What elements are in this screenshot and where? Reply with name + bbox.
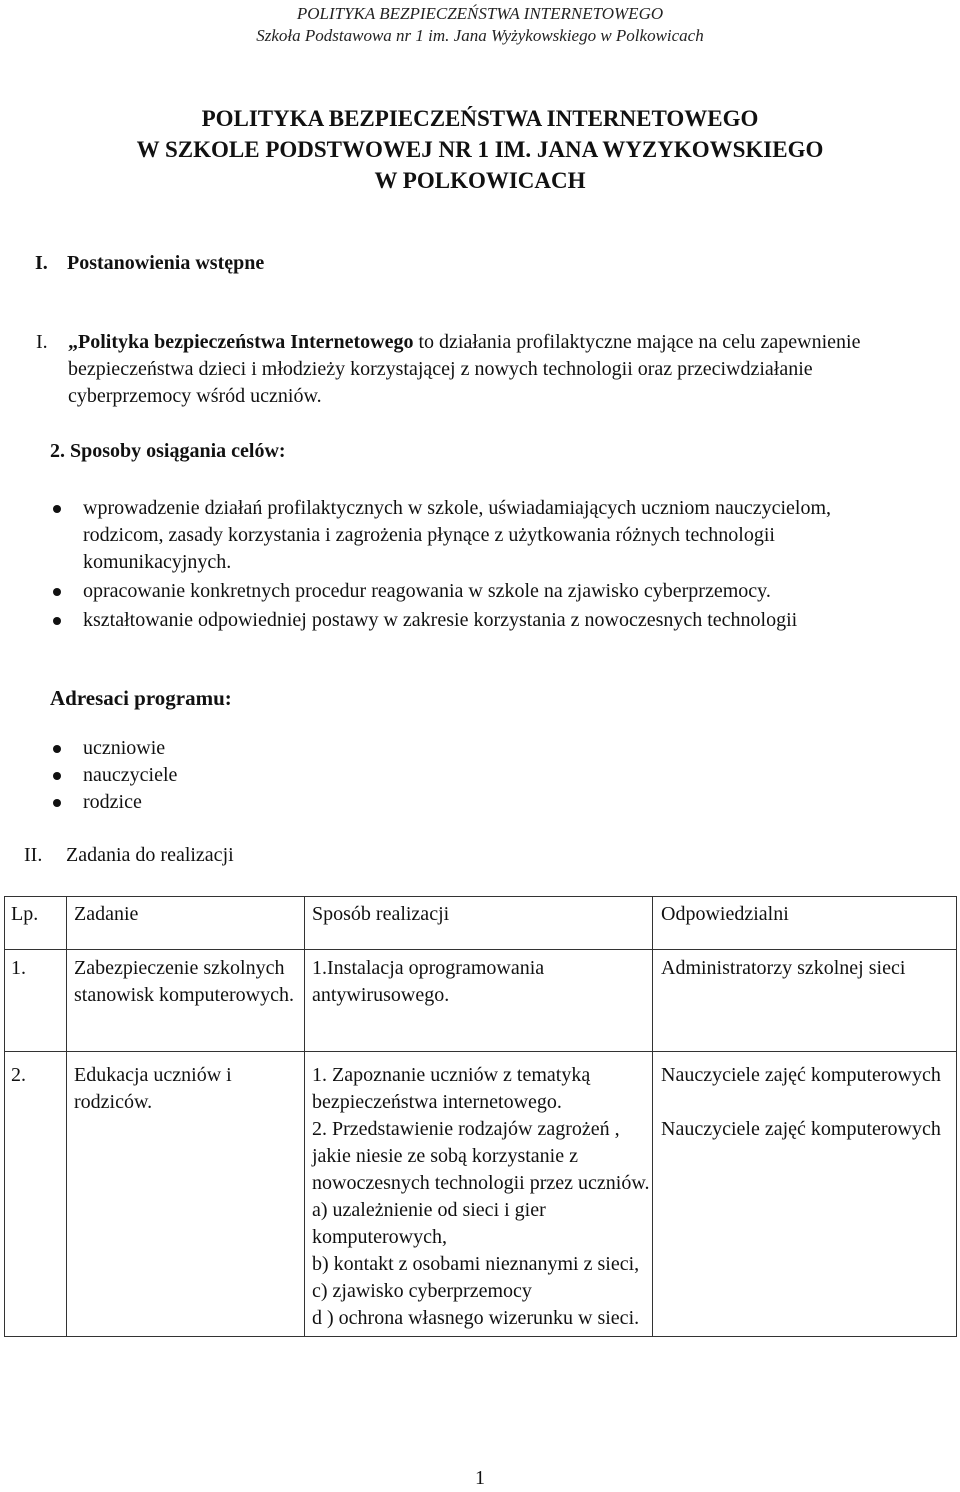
- intro-paragraph: [36, 329, 916, 410]
- title-line-2: W SZKOLE PODSTWOWEJ NR 1 IM. JANA WYZYKOWSKIEGO: [136, 137, 824, 162]
- method-line: d ) ochrona własnego wizerunku w sieci.: [312, 1307, 640, 1329]
- list-item: kształtowanie odpowiedniej postawy w zakresie korzystania z nowoczesnych technologii: [50, 607, 890, 634]
- addressees-list: [50, 735, 450, 816]
- table-row: [5, 1052, 957, 1337]
- responsible-line: Nauczyciele zajęć komputerowych: [661, 1118, 941, 1140]
- bullet-icon: [53, 799, 61, 807]
- bullet-icon: [53, 588, 61, 596]
- list-item: nauczyciele: [50, 762, 450, 789]
- section-1-label: Postanowienia wstępne: [67, 252, 265, 274]
- responsible-line: Administratorzy szkolnej sieci: [661, 957, 906, 979]
- page-number: 1: [475, 1467, 485, 1489]
- method-line: a) uzależnienie od sieci i gier komputerowych,: [312, 1199, 546, 1248]
- cell-method: [305, 1052, 653, 1337]
- running-header-title: POLITYKA BEZPIECZEŃSTWA INTERNETOWEGO: [296, 4, 664, 23]
- bullet-icon: [53, 617, 61, 625]
- addressees-heading: Adresaci programu:: [50, 686, 232, 710]
- table-header-row: [5, 897, 957, 950]
- method-line: 2. Przedstawienie rodzajów zagrożeń , jakie niesie ze sobą korzystanie z nowoczesnych technologii przez uczniów.: [312, 1118, 650, 1194]
- list-item: wprowadzenie działań profilaktycznych w szkole, uświadamiających uczniom nauczycielom, rodzicom, zasady korzystania i zagrożenia płynące z użytkowania różnych technologii komunikacyjnych.: [50, 495, 890, 576]
- list-item: uczniowie: [50, 735, 450, 762]
- cell-responsible: [653, 950, 957, 1052]
- section-1-heading: [35, 252, 264, 275]
- list-item: opracowanie konkretnych procedur reagowania w szkole na zjawisko cyberprzemocy.: [50, 578, 890, 605]
- bullet-icon: [53, 745, 61, 753]
- method-line: 1. Zapoznanie uczniów z tematyką bezpieczeństwa internetowego.: [312, 1064, 591, 1113]
- table-row: [5, 950, 957, 1052]
- intro-number: I.: [36, 331, 48, 353]
- cell-task: Edukacja uczniów i rodziców.: [67, 1052, 305, 1337]
- cell-lp: 1.: [5, 950, 67, 1052]
- goals-list: [50, 495, 890, 634]
- cell-responsible: [653, 1052, 957, 1337]
- responsible-line: Nauczyciele zajęć komputerowych: [661, 1064, 941, 1086]
- section-2-heading: [24, 844, 234, 867]
- goals-heading: 2. Sposoby osiągania celów:: [50, 440, 286, 462]
- title-line-3: W POLKOWICACH: [374, 168, 586, 193]
- tasks-table: [4, 896, 957, 1337]
- intro-bold-term: „Polityka bezpieczeństwa Internetowego: [68, 331, 414, 353]
- cell-task: Zabezpieczenie szkolnych stanowisk komputerowych.: [67, 950, 305, 1052]
- method-line: c) zjawisko cyberprzemocy: [312, 1280, 532, 1302]
- header-task: Zadanie: [67, 897, 305, 950]
- header-responsible: Odpowiedzialni: [653, 897, 957, 950]
- method-line: b) kontakt z osobami nieznanymi z sieci,: [312, 1253, 640, 1275]
- bullet-icon: [53, 505, 61, 513]
- section-2-label: Zadania do realizacji: [66, 844, 234, 866]
- header-lp: Lp.: [5, 897, 67, 950]
- section-2-number: II.: [24, 844, 43, 866]
- document-title: [0, 103, 960, 196]
- title-line-1: POLITYKA BEZPIECZEŃSTWA INTERNETOWEGO: [201, 106, 759, 131]
- method-line: 1.Instalacja oprogramowania antywirusowego.: [312, 957, 545, 1006]
- section-1-number: I.: [35, 252, 48, 274]
- header-method: Sposób realizacji: [305, 897, 653, 950]
- cell-lp: 2.: [5, 1052, 67, 1337]
- running-header-school: Szkoła Podstawowa nr 1 im. Jana Wyżykowskiego w Polkowicach: [256, 26, 704, 45]
- list-item: rodzice: [50, 789, 450, 816]
- intro-text: to działania profilaktyczne mające na celu zapewnienie bezpieczeństwa dzieci i młodzieży korzystającej z nowych technologii oraz przeciwdziałanie cyberprzemocy wśród uczniów.: [68, 331, 861, 407]
- bullet-icon: [53, 772, 61, 780]
- cell-method: [305, 950, 653, 1052]
